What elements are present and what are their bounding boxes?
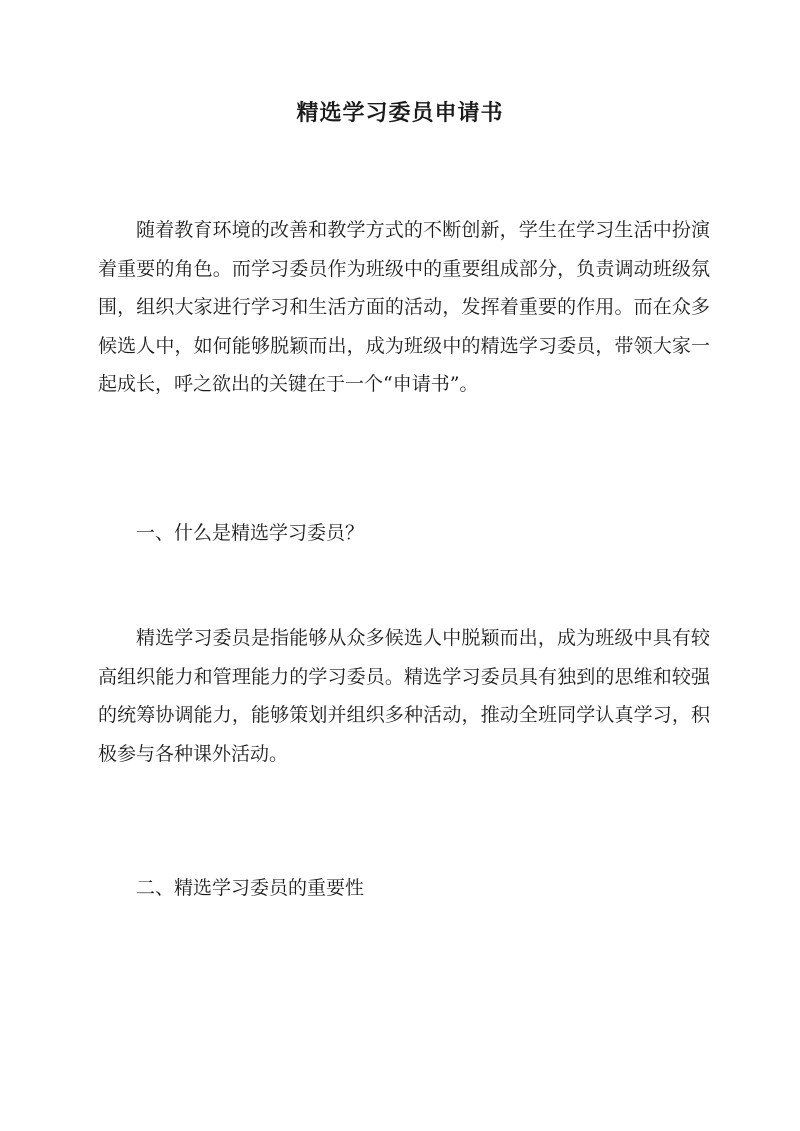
section-heading-1: 一、什么是精选学习委员？ [136, 522, 365, 544]
definition-paragraph: 精选学习委员是指能够从众多候选人中脱颖而出，成为班级中具有较高组织能力和管理能力的学习委员。精选学习委员具有独到的思维和较强的统筹协调能力，能够策划并组织多种活动，推动全班同学认真学习，积极参与各种课外活动。 [98, 627, 710, 765]
section-heading-2: 二、精选学习委员的重要性 [136, 877, 365, 899]
document-title: 精选学习委员申请书 [296, 100, 504, 126]
intro-paragraph: 随着教育环境的改善和教学方式的不断创新，学生在学习生活中扮演着重要的角色。而学习委员作为班级中的重要组成部分，负责调动班级氛围，组织大家进行学习和生活方面的活动，发挥着重要的作用。而在众多候选人中，如何能够脱颖而出，成为班级中的精选学习委员，带领大家一起成长，呼之欲出的关键在于一个“申请书”。 [98, 219, 710, 395]
